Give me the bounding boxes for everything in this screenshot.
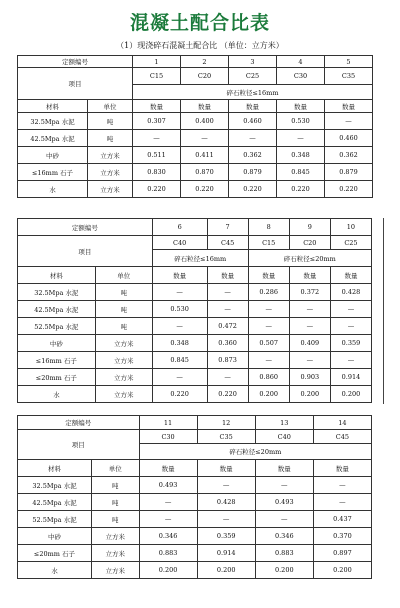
material-unit: 吨: [91, 494, 139, 511]
qty-value: —: [207, 369, 248, 386]
qty-value: —: [313, 494, 371, 511]
qty-value: 0.200: [255, 562, 313, 579]
qty-value: 0.220: [207, 386, 248, 403]
material-header: 材料: [18, 100, 88, 113]
table-row: [18, 181, 373, 198]
material-name: 水: [18, 562, 92, 579]
material-name: 水: [18, 181, 88, 198]
table-subtitle: （1）现浇碎石混凝土配合比 （单位：立方米）: [116, 41, 284, 50]
grade-cell: C15: [133, 68, 181, 85]
qty-value: 0.220: [325, 181, 373, 198]
mix-table-2: [17, 218, 372, 403]
qty-value: 0.879: [229, 164, 277, 181]
qty-value: 0.359: [330, 335, 371, 352]
qty-value: 0.411: [181, 147, 229, 164]
qty-value: 0.879: [325, 164, 373, 181]
material-name: ≤20mm 石子: [18, 545, 92, 562]
material-unit: 立方米: [91, 528, 139, 545]
table-row: [18, 562, 372, 579]
qty-value: 0.286: [248, 284, 289, 301]
unit-header: 单位: [91, 460, 139, 477]
page-title: 混凝土配合比表: [129, 12, 270, 34]
qty-header: 数量: [152, 267, 207, 284]
grade-cell: C35: [325, 68, 373, 85]
material-name: 42.5Mpa 水泥: [18, 494, 92, 511]
material-unit: 立方米: [95, 335, 152, 352]
right-border-line: [383, 218, 384, 404]
qty-value: —: [248, 301, 289, 318]
qty-value: —: [229, 130, 277, 147]
gravel-size-cell: 碎石粒径≤20mm: [248, 250, 371, 267]
grade-cell: C40: [152, 236, 207, 250]
code-cell: 11: [139, 416, 197, 430]
grade-cell: C45: [313, 430, 371, 444]
qty-value: 0.200: [289, 386, 330, 403]
grade-cell: C25: [229, 68, 277, 85]
material-name: ≤16mm 石子: [18, 352, 96, 369]
table-row: [18, 335, 372, 352]
code-cell: 6: [152, 219, 207, 236]
table-row: [18, 369, 372, 386]
unit-header: 单位: [88, 100, 133, 113]
qty-value: 0.360: [207, 335, 248, 352]
material-name: 52.5Mpa 水泥: [18, 511, 92, 528]
grade-cell: C30: [277, 68, 325, 85]
qty-value: 0.362: [229, 147, 277, 164]
material-header: 材料: [18, 267, 96, 284]
material-name: 32.5Mpa 水泥: [18, 113, 88, 130]
material-unit: 立方米: [91, 562, 139, 579]
qty-value: —: [330, 318, 371, 335]
qty-value: —: [248, 318, 289, 335]
table-row: [18, 511, 372, 528]
table-row: [18, 352, 372, 369]
mix-table-3: [17, 415, 372, 579]
qty-value: —: [197, 477, 255, 494]
material-name: 32.5Mpa 水泥: [18, 477, 92, 494]
qty-value: 0.460: [229, 113, 277, 130]
grade-cell: C35: [197, 430, 255, 444]
qty-value: 0.914: [330, 369, 371, 386]
material-unit: 立方米: [95, 369, 152, 386]
material-unit: 立方米: [88, 147, 133, 164]
qty-value: 0.530: [277, 113, 325, 130]
grade-cell: C45: [207, 236, 248, 250]
qty-value: 0.346: [255, 528, 313, 545]
code-cell: 7: [207, 219, 248, 236]
qty-value: 0.428: [197, 494, 255, 511]
qty-value: 0.346: [139, 528, 197, 545]
qty-header: 数量: [289, 267, 330, 284]
qty-value: —: [181, 130, 229, 147]
qty-value: —: [255, 511, 313, 528]
qty-value: 0.400: [181, 113, 229, 130]
material-unit: 立方米: [88, 164, 133, 181]
qty-header: 数量: [277, 100, 325, 113]
table-row: [18, 113, 373, 130]
qty-value: 0.200: [248, 386, 289, 403]
material-name: ≤16mm 石子: [18, 164, 88, 181]
material-name: 32.5Mpa 水泥: [18, 284, 96, 301]
qty-value: 0.914: [197, 545, 255, 562]
code-label: 定额编号: [18, 219, 153, 236]
qty-value: —: [133, 130, 181, 147]
qty-value: 0.845: [152, 352, 207, 369]
qty-header: 数量: [255, 460, 313, 477]
qty-value: —: [330, 352, 371, 369]
qty-value: 0.897: [313, 545, 371, 562]
grade-cell: C20: [289, 236, 330, 250]
unit-header: 单位: [95, 267, 152, 284]
code-cell: 4: [277, 56, 325, 68]
qty-value: —: [277, 130, 325, 147]
qty-value: 0.530: [152, 301, 207, 318]
qty-value: 0.200: [139, 562, 197, 579]
qty-value: 0.460: [325, 130, 373, 147]
qty-value: 0.493: [139, 477, 197, 494]
table-row: [18, 130, 373, 147]
code-cell: 14: [313, 416, 371, 430]
qty-header: 数量: [313, 460, 371, 477]
code-cell: 1: [133, 56, 181, 68]
code-label: 定额编号: [18, 56, 133, 68]
code-cell: 12: [197, 416, 255, 430]
qty-value: 0.873: [207, 352, 248, 369]
table-row: [18, 477, 372, 494]
grade-cell: C40: [255, 430, 313, 444]
qty-header: 数量: [330, 267, 371, 284]
qty-header: 数量: [197, 460, 255, 477]
qty-value: —: [152, 318, 207, 335]
qty-value: 0.883: [139, 545, 197, 562]
qty-value: 0.220: [229, 181, 277, 198]
qty-value: 0.359: [197, 528, 255, 545]
code-cell: 3: [229, 56, 277, 68]
qty-value: —: [139, 494, 197, 511]
qty-value: 0.472: [207, 318, 248, 335]
table-row: [18, 318, 372, 335]
material-unit: 吨: [95, 284, 152, 301]
gravel-size-cell: 碎石粒径≤20mm: [139, 444, 371, 460]
qty-value: 0.307: [133, 113, 181, 130]
gravel-size-cell: 碎石粒径≤16mm: [152, 250, 248, 267]
material-name: 中砂: [18, 528, 92, 545]
qty-value: 0.348: [152, 335, 207, 352]
grade-cell: C15: [248, 236, 289, 250]
qty-header: 数量: [325, 100, 373, 113]
qty-value: —: [139, 511, 197, 528]
material-unit: 吨: [91, 511, 139, 528]
qty-value: 0.870: [181, 164, 229, 181]
qty-value: —: [313, 477, 371, 494]
qty-value: 0.437: [313, 511, 371, 528]
qty-value: 0.220: [133, 181, 181, 198]
material-name: 42.5Mpa 水泥: [18, 301, 96, 318]
mix-table-1: [17, 55, 373, 198]
qty-value: —: [289, 318, 330, 335]
grade-cell: C20: [181, 68, 229, 85]
qty-header: 数量: [139, 460, 197, 477]
gravel-size-cell: 碎石粒径≤16mm: [133, 85, 373, 100]
qty-value: 0.409: [289, 335, 330, 352]
qty-value: 0.220: [152, 386, 207, 403]
qty-value: 0.348: [277, 147, 325, 164]
material-unit: 吨: [88, 113, 133, 130]
qty-value: —: [325, 113, 373, 130]
qty-value: 0.845: [277, 164, 325, 181]
material-unit: 吨: [88, 130, 133, 147]
qty-value: 0.220: [181, 181, 229, 198]
material-unit: 立方米: [88, 181, 133, 198]
qty-value: —: [197, 511, 255, 528]
item-label: 项目: [18, 236, 153, 267]
qty-value: —: [152, 284, 207, 301]
material-unit: 立方米: [91, 545, 139, 562]
qty-value: 0.860: [248, 369, 289, 386]
qty-value: —: [330, 301, 371, 318]
qty-value: —: [248, 352, 289, 369]
qty-value: 0.220: [277, 181, 325, 198]
qty-value: 0.200: [313, 562, 371, 579]
material-name: 42.5Mpa 水泥: [18, 130, 88, 147]
material-name: 52.5Mpa 水泥: [18, 318, 96, 335]
table-row: [18, 284, 372, 301]
table-row: [18, 301, 372, 318]
qty-header: 数量: [207, 267, 248, 284]
code-cell: 8: [248, 219, 289, 236]
qty-header: 数量: [133, 100, 181, 113]
table-row: [18, 147, 373, 164]
material-unit: 立方米: [95, 386, 152, 403]
table-row: [18, 528, 372, 545]
table-row: [18, 545, 372, 562]
qty-value: —: [289, 352, 330, 369]
code-cell: 9: [289, 219, 330, 236]
item-label: 项目: [18, 68, 133, 100]
code-cell: 10: [330, 219, 371, 236]
qty-value: 0.511: [133, 147, 181, 164]
table-row: [18, 494, 372, 511]
table-row: [18, 164, 373, 181]
qty-value: 0.428: [330, 284, 371, 301]
qty-value: —: [207, 284, 248, 301]
grade-cell: C25: [330, 236, 371, 250]
code-cell: 5: [325, 56, 373, 68]
code-cell: 2: [181, 56, 229, 68]
grade-cell: C30: [139, 430, 197, 444]
qty-value: —: [152, 369, 207, 386]
qty-value: 0.370: [313, 528, 371, 545]
item-label: 项目: [18, 430, 140, 460]
qty-value: 0.493: [255, 494, 313, 511]
qty-header: 数量: [229, 100, 277, 113]
qty-header: 数量: [248, 267, 289, 284]
material-name: 中砂: [18, 335, 96, 352]
qty-header: 数量: [181, 100, 229, 113]
table-row: [18, 386, 372, 403]
qty-value: —: [255, 477, 313, 494]
qty-value: 0.507: [248, 335, 289, 352]
material-unit: 吨: [95, 318, 152, 335]
qty-value: 0.200: [330, 386, 371, 403]
material-header: 材料: [18, 460, 92, 477]
qty-value: 0.372: [289, 284, 330, 301]
qty-value: 0.830: [133, 164, 181, 181]
qty-value: 0.903: [289, 369, 330, 386]
qty-value: 0.362: [325, 147, 373, 164]
material-name: 水: [18, 386, 96, 403]
code-label: 定额编号: [18, 416, 140, 430]
material-name: ≤20mm 石子: [18, 369, 96, 386]
qty-value: 0.200: [197, 562, 255, 579]
qty-value: —: [207, 301, 248, 318]
material-name: 中砂: [18, 147, 88, 164]
qty-value: 0.883: [255, 545, 313, 562]
material-unit: 吨: [91, 477, 139, 494]
code-cell: 13: [255, 416, 313, 430]
material-unit: 立方米: [95, 352, 152, 369]
material-unit: 吨: [95, 301, 152, 318]
qty-value: —: [289, 301, 330, 318]
